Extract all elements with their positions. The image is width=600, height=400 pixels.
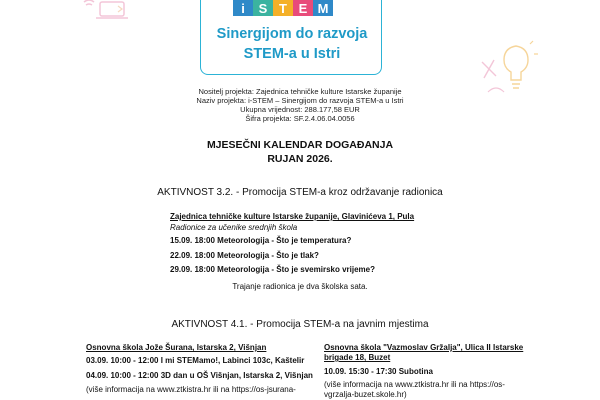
logo-letter-m: M xyxy=(313,0,333,16)
activity-41-right-info-line1: (više informacija na www.ztkistra.hr ili na https://os- xyxy=(324,380,505,389)
activity-41-right-info-line2: vgrzalja-buzet.skole.hr) xyxy=(324,390,407,399)
activity-32-note: Trajanje radionica je dva školska sata. xyxy=(232,282,368,291)
project-name: Naziv projekta: i-STEM – Sinergijom do razvoja STEM-a u Istri xyxy=(196,96,404,105)
activity-41-right-event: 10.09. 15:30 - 17:30 Subotina xyxy=(324,367,433,376)
activity-41-left-event: 04.09. 10:00 - 12:00 3D dan u OŠ Višnjan, Istarska 2, Višnjan xyxy=(86,371,313,380)
lightbulb-tools-doodle-icon xyxy=(478,40,540,112)
logo-slogan-line2: STEM-a u Istri xyxy=(243,46,341,62)
laptop-wifi-doodle-icon xyxy=(78,0,136,22)
activity-41-title: AKTIVNOST 4.1. - Promocija STEM-a na javnim mjestima xyxy=(171,319,429,330)
project-holder: Nositelj projekta: Zajednica tehničke kulture Istarske županije xyxy=(198,87,402,96)
logo-letter-e: E xyxy=(293,0,313,16)
activity-41-left-school: Osnovna škola Jože Šurana, Istarska 2, Višnjan xyxy=(86,343,267,352)
istem-puzzle-letters xyxy=(233,0,333,16)
activity-32-session: 29.09. 18:00 Meteorologija - Što je svemirsko vrijeme? xyxy=(170,265,375,274)
project-code: Šifra projekta: SF.2.4.06.04.0056 xyxy=(245,114,355,123)
istem-logo xyxy=(200,0,382,75)
activity-32-session: 22.09. 18:00 Meteorologija - Što je tlak? xyxy=(170,251,319,260)
project-value: Ukupna vrijednost: 288.177,58 EUR xyxy=(240,105,360,114)
logo-slogan-line1: Sinergijom do razvoja xyxy=(216,26,368,42)
logo-letter-s: S xyxy=(253,0,273,16)
activity-32-title: AKTIVNOST 3.2. - Promocija STEM-a kroz održavanje radionica xyxy=(157,187,443,198)
activity-32-location: Zajednica tehničke kulture Istarske županije, Glavinićeva 1, Pula xyxy=(170,212,415,221)
activity-32-session: 15.09. 18:00 Meteorologija - Što je temperatura? xyxy=(170,236,352,245)
activity-41-left-info: (više informacija na www.ztkistra.hr ili na https://os-jsurana- xyxy=(86,385,296,394)
activity-41-left-event: 03.09. 10:00 - 12:00 I mi STEMamo!, Labinci 103c, Kaštelir xyxy=(86,356,305,365)
activity-41-right-school-line2: brigade 18, Buzet xyxy=(324,353,391,362)
activity-32-audience: Radionice za učenike srednjih škola xyxy=(170,223,298,232)
calendar-month: RUJAN 2026. xyxy=(267,153,333,165)
logo-letter-i: i xyxy=(233,0,253,16)
logo-letter-t: T xyxy=(273,0,293,16)
calendar-title: MJESEČNI KALENDAR DOGAĐANJA xyxy=(206,139,394,151)
activity-41-right-school-line1: Osnovna škola "Vazmoslav Gržalja", Ulica II Istarske xyxy=(324,343,524,352)
